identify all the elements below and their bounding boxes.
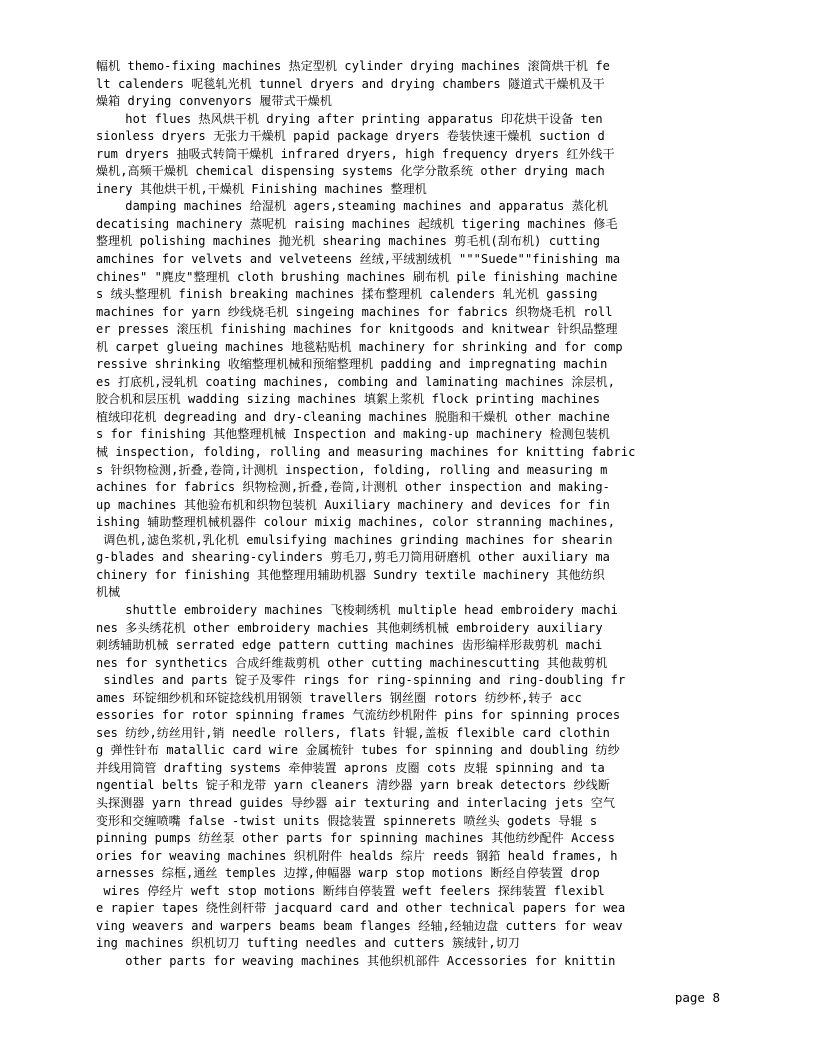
text-line: er presses 滚压机 finishing machines for knitgoods and knitwear 针织品整理 [96,322,618,337]
text-line: 燥机,高频干燥机 chemical dispensing systems 化学分散系统 other drying mach [96,164,605,179]
text-line: sindles and parts 锭子及零件 rings for ring-spinning and ring-doubling fr [96,673,626,688]
text-line: ing machines 织机切刀 tufting needles and cutters 簇绒针,切刀 [96,936,520,951]
text-line: 机 carpet glueing machines 地毯粘贴机 machinery for shrinking and for comp [96,339,623,354]
text-line: pinning pumps 纺丝泵 other parts for spinning machines 其他纺纱配件 Access [96,831,616,846]
text-line: 变形和交缠喷嘴 false -twist units 假捻装置 spinnerets 喷丝头 godets 导辊 s [96,813,598,828]
text-line: damping machines 给湿机 agers,steaming machines and apparatus 蒸化机 [96,199,609,214]
text-line: arnesses 综框,通丝 temples 边撑,伸幅器 warp stop motions 断经自停装置 drop [96,866,600,881]
text-line: g-blades and shearing-cylinders 剪毛刀,剪毛刀筒用研磨机 other auxiliary ma [96,550,610,565]
text-line: s 绒头整理机 finish breaking machines 揉布整理机 calenders 轧光机 gassing [96,287,598,302]
text-line: other parts for weaving machines 其他织机部件 Accessories for knittin [96,953,616,968]
text-line: ories for weaving machines 织机附件 healds 综片 reeds 钢筘 heald frames, h [96,848,618,863]
text-line: sionless dryers 无张力干燥机 papid package dryers 卷装快速干燥机 suction d [96,129,605,144]
text-line: up machines 其他验布机和织物包装机 Auxiliary machinery and devices for fin [96,497,610,512]
text-line: s for finishing 其他整理机械 Inspection and making-up machinery 检测包装机 [96,427,610,442]
text-line: 机械 [96,585,121,600]
text-line: ames 环锭细纱机和环锭捻线机用钢领 travellers 钢丝圈 rotors 纺纱杯,转子 acc [96,690,582,705]
text-line: lt calenders 呢毯轧光机 tunnel dryers and drying chambers 隧道式干燥机及干 [96,76,605,91]
text-line: 刺绣辅助机械 serrated edge pattern cutting machines 齿形编样形裁剪机 machi [96,638,603,653]
text-line: 械 inspection, folding, rolling and measuring machines for knitting fabric [96,445,636,460]
text-line: hot flues 热风烘干机 drying after printing apparatus 印花烘干设备 ten [96,111,603,126]
body-text [96,58,686,970]
text-line: ressive shrinking 收缩整理机械和预缩整理机 padding and impregnating machin [96,357,608,372]
text-line: machines for yarn 纱线烧毛机 singeing machines for fabrics 织物烧毛机 roll [96,304,613,319]
text-line: e rapier tapes 绕性剑杆带 jacquard card and other technical papers for wea [96,901,626,916]
text-line: 幅机 themo-fixing machines 热定型机 cylinder drying machines 滚筒烘干机 fe [96,59,610,73]
text-line: 并线用筒管 drafting systems 牵伸装置 aprons 皮圈 cots 皮辊 spinning and ta [96,760,605,775]
text-line: g 弹性针布 matallic card wire 金属梳针 tubes for spinning and doubling 纺纱 [96,743,620,758]
text-line: ishing 辅助整理机械机器件 colour mixig machines, color stranning machines, [96,515,616,530]
text-line: ving weavers and warpers beams beam flanges 经轴,经轴边盘 cutters for weav [96,918,623,933]
text-line: amchines for velvets and velveteens 丝绒,平绒割绒机 """Suede""finishing ma [96,252,621,267]
text-line: chinery for finishing 其他整理用辅助机器 Sundry textile machinery 其他纺织 [96,567,605,582]
text-line: achines for fabrics 织物检测,折叠,卷筒,计测机 other inspection and making- [96,480,610,495]
text-line: 胶合机和层压机 wadding sizing machines 填絮上浆机 flock printing machines [96,392,601,407]
text-line: es 打底机,浸轧机 coating machines, combing and laminating machines 涂层机, [96,374,616,389]
text-line: decatising machinery 蒸呢机 raising machines 起绒机 tigering machines 修毛 [96,216,618,231]
text-line: essories for rotor spinning frames 气流纺纱机附件 pins for spinning proces [96,708,621,723]
text-line: rum dryers 抽吸式转筒干燥机 infrared dryers, high frequency dryers 红外线干 [96,146,615,161]
page-number: page 8 [674,990,720,1005]
text-line: wires 停经片 weft stop motions 断纬自停装置 weft feelers 探纬装置 flexibl [96,883,605,898]
text-line: s 针织物检测,折叠,卷筒,计测机 inspection, folding, rolling and measuring m [96,462,608,477]
text-line: 整理机 polishing machines 抛光机 shearing machines 剪毛机(刮布机) cutting [96,234,601,249]
text-line: 头探测器 yarn thread guides 导纱器 air texturing and interlacing jets 空气 [96,795,616,810]
text-line: 调色机,滤色浆机,乳化机 emulsifying machines grinding machines for shearin [96,532,613,547]
text-line: ses 纺纱,纺丝用针,销 needle rollers, flats 针辊,盖板 flexible card clothin [96,725,610,740]
text-line: nes 多头绣花机 other embroidery machies 其他刺绣机械 embroidery auxiliary [96,620,603,635]
text-line: nes for synthetics 合成纤维裁剪机 other cutting machinescutting 其他裁剪机 [96,655,608,670]
text-line: 植绒印花机 degreading and dry-cleaning machines 脱脂和干燥机 other machine [96,409,610,424]
text-line: chines" "麂皮"整理机 cloth brushing machines 刷布机 pile finishing machine [96,269,618,284]
text-line: shuttle embroidery machines 飞梭刺绣机 multiple head embroidery machi [96,602,618,617]
text-line: 燥箱 drying convenyors 履带式干燥机 [96,94,332,109]
text-line: inery 其他烘干机,干燥机 Finishing machines 整理机 [96,181,427,196]
text-line: ngential belts 锭子和龙带 yarn cleaners 清纱器 yarn break detectors 纱线断 [96,778,610,793]
